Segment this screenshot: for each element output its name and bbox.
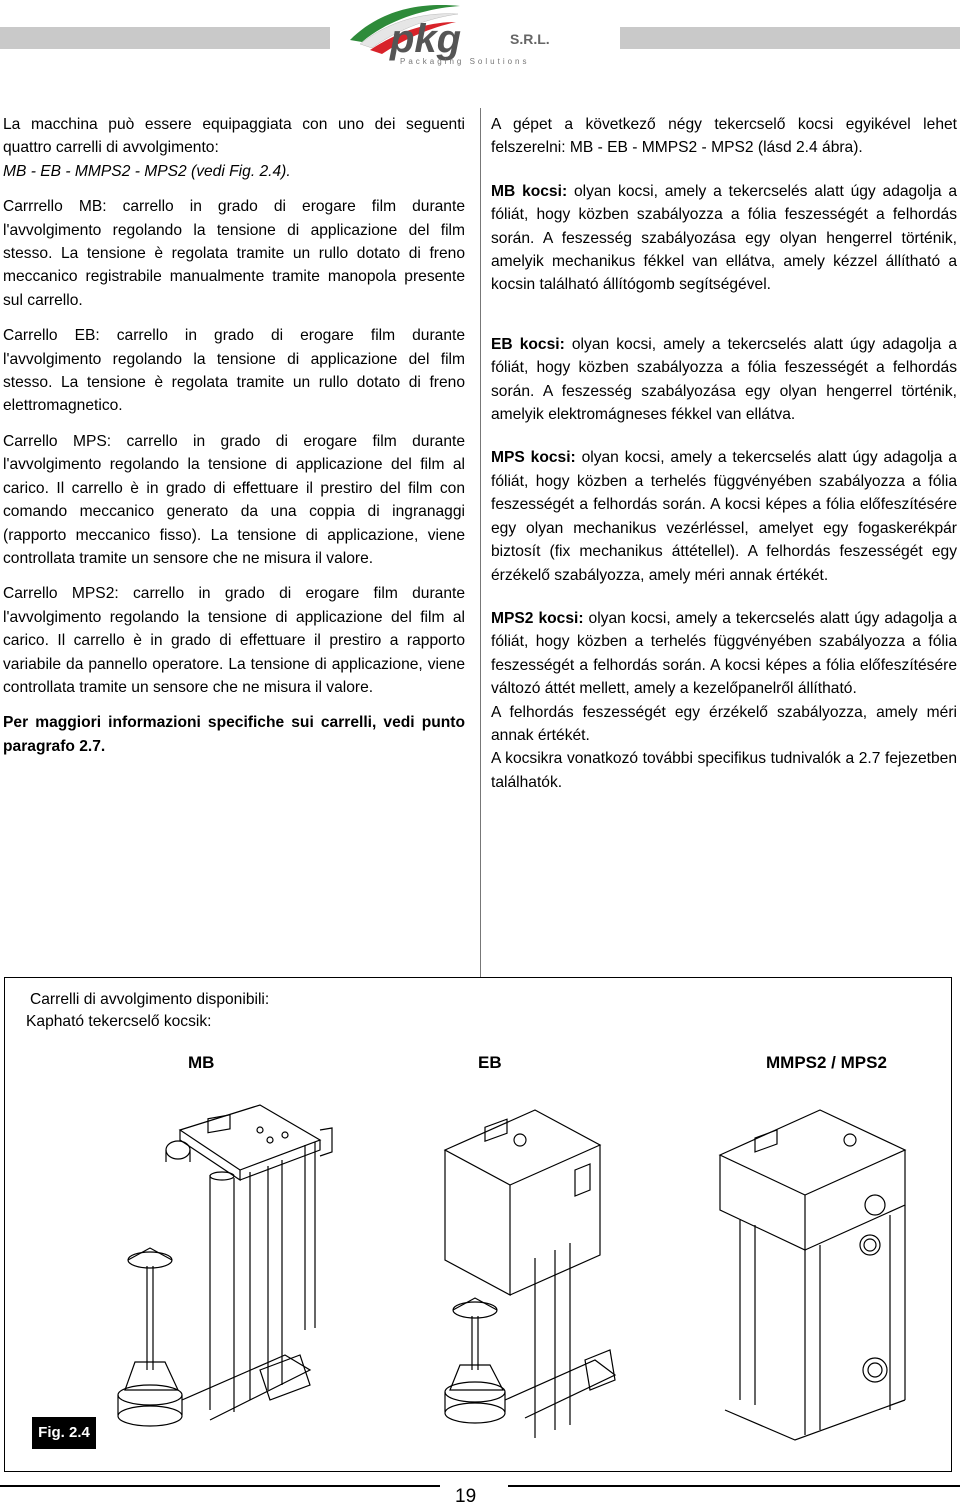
- intro-ref: (vedi Fig. 2.4).: [186, 162, 291, 180]
- italian-mb-paragraph: [3, 195, 465, 312]
- mb-text: olyan kocsi, amely a tekercselés alatt úgy adagolja a fóliát, hogy közben szabályozza a fólia feszességét a felhordás során. A feszesség szabályozása egy olyan hengerrel történik, amelyik mechanikus fékkel van ellátva, amely kézzel állítható a kocsin található állítógomb segítségével.: [491, 182, 957, 294]
- mps2-text: olyan kocsi, amely a tekercselés alatt úgy adagolja a fóliát, hogy közben a terhelés függvényében szabályozza a fólia feszességét a felhordás során. A kocsi képes a fólia előfeszítésére változó áttét mellett, amely a kezelőpanelről állítható.: [491, 609, 957, 698]
- mps2-text: : carrello in grado di erogare film durante l'avvolgimento regolando la tensione di applicazione del film al carico. Il carrello è in grado di effettuare il prestiro a rapporto variabile da pannello operatore. La tensione di applicazione, viene controllata tramite un sensore che ne misura il valore.: [3, 585, 466, 696]
- hungarian-sensor-text: A felhordás feszességét egy érzékelő szabályozza, amely méri annak értékét.: [491, 703, 957, 744]
- hungarian-intro: A gépet a következő négy tekercselő kocsi egyikével lehet felszerelni: MB - EB - MMPS2 - MPS2 (lásd 2.4 ábra).: [491, 116, 957, 157]
- figure-caption-hu: Kapható tekercselő kocsik:: [26, 1013, 212, 1030]
- italian-mps2-paragraph: [3, 582, 465, 699]
- page-number: 19: [455, 1486, 477, 1507]
- eb-text: carrello in grado di erogare film durante l'avvolgimento regolando la tensione di applicazione del film stesso. La tensione è regolata tramite un rullo dotato di freno elettromagnetico.: [3, 327, 466, 415]
- logo-text: pkg: [390, 17, 462, 61]
- logo-suffix: S.R.L.: [510, 31, 550, 47]
- label-mb: MB: [188, 1053, 215, 1072]
- mb-title: Carrrello MB: [3, 198, 103, 216]
- mps-text: : carrello in grado di erogare film durante l'avvolgimento regolando la tensione di applicazione del film al carico. Il carrello è in grado di effettuare il prestiro del film con comando meccanico generato da una coppia di ingranaggi (rapporto meccanico fisso). La tensione di applicazione, viene controllata tramite un sensore che ne misura il valore.: [3, 432, 465, 567]
- italian-column: [3, 113, 465, 758]
- mps-text: olyan kocsi, amely a tekercselés alatt úgy adagolja a fóliát, hogy közben a terhelés függvényében szabályozza a fólia feszességét a felhordás során. A kocsi képes a fólia előfeszítésére egy olyan mechanikus vezérléssel, amelyet egy fogaskerékpár biztosít (fix mechanikus áttétellel). A felhordás feszességét egy érzékelő szabályozza, amely méri annak értékét.: [491, 449, 957, 584]
- header-bar-right: [596, 27, 960, 49]
- company-logo: [330, 0, 620, 78]
- eb-title: Carrello EB:: [3, 327, 100, 345]
- eb-carriage-drawing: [395, 1100, 625, 1450]
- figure-tag: Fig. 2.4: [32, 1417, 96, 1449]
- hungarian-mps-paragraph: [491, 446, 957, 586]
- intro-line: La macchina può essere equipaggiata con uno dei seguenti quattro carrelli di avvolgimento:: [3, 116, 465, 157]
- header-bar-left: [0, 27, 355, 49]
- footer-line-right: [508, 1485, 960, 1487]
- intro-models: MB - EB - MMPS2 - MPS2: [3, 162, 187, 180]
- hungarian-further: A kocsikra vonatkozó további specifikus tudnivalók a 2.7 fejezetben találhatók.: [491, 750, 957, 791]
- footer-line-left: [0, 1485, 440, 1487]
- mps2-title: Carrello MPS2: [3, 585, 115, 603]
- mb-title: MB kocsi:: [491, 182, 568, 200]
- italian-eb-paragraph: [3, 324, 465, 418]
- figure-caption-it: Carrelli di avvolgimento disponibili:: [30, 991, 270, 1008]
- mps2-carriage-drawing: [700, 1100, 920, 1450]
- hungarian-mps2-paragraph: [491, 607, 957, 701]
- mps-title: Carrello MPS: [3, 432, 107, 450]
- hungarian-column: [491, 113, 957, 794]
- hungarian-mb-paragraph: [491, 180, 957, 297]
- label-eb: EB: [478, 1053, 502, 1072]
- mb-carriage-drawing: [110, 1100, 340, 1440]
- hungarian-eb-paragraph: [491, 333, 957, 427]
- mb-text: : carrello in grado di erogare film durante l'avvolgimento regolando la tensione di applicazione del film stesso. La tensione è regolata tramite un rullo dotato di freno meccanico registrabile manualmente tramite manopola presente sul carrello.: [3, 198, 465, 309]
- column-divider: [480, 108, 481, 978]
- italian-intro: [3, 113, 465, 183]
- mps2-title: MPS2 kocsi:: [491, 609, 584, 627]
- mps-title: MPS kocsi:: [491, 449, 576, 467]
- eb-title: EB kocsi:: [491, 335, 565, 353]
- label-mps: MMPS2 / MPS2: [766, 1053, 887, 1072]
- eb-text: olyan kocsi, amely a tekercselés alatt úgy adagolja a fóliát, hogy közben szabályozza a fólia feszességét a felhordás során. A feszesség szabályozása egy olyan hengerrel történik, amelyik elektromágneses fékkel van ellátva.: [491, 335, 957, 424]
- logo-tagline: Packaging Solutions: [400, 57, 530, 66]
- italian-mps-paragraph: [3, 430, 465, 570]
- italian-more-info: Per maggiori informazioni specifiche sui carrelli, vedi punto paragrafo 2.7.: [3, 714, 465, 755]
